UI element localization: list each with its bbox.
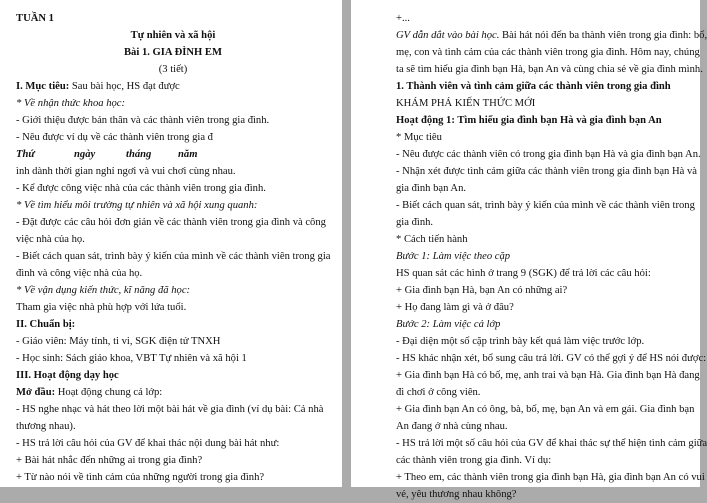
right-line-18: Bước 2: Làm việc cả lớp: [396, 319, 501, 330]
right-line-23: + Gia đình bạn An có ông, bà, bố, mẹ, bạn An và em gái. Gia đình bạn: [396, 404, 695, 415]
right-line-9: - Nhận xét được tình cảm giữa các thành viên trong gia đình bạn Hà và: [396, 166, 697, 177]
objectives-heading: I. Mục tiêu: Sau bài học, HS đạt được: [16, 81, 180, 92]
left-line-20: - HS trả lời câu hỏi của GV để khai thác nội dung bài hát như:: [16, 438, 280, 449]
right-line-0: +...: [396, 13, 410, 24]
left-line-15: - Học sinh: Sách giáo khoa, VBT Tự nhiên và xã hội 1: [16, 353, 247, 364]
right-line-16: + Gia đình bạn Hà, bạn An có những ai?: [396, 285, 568, 296]
left-line-10: đình và công việc nhà của họ.: [16, 268, 143, 279]
lesson-title: Bài 1. GIA ĐÌNH EM: [123, 47, 222, 58]
start-heading: Mở đầu: Hoạt động chung cả lớp:: [16, 387, 163, 398]
left-line-2: - Nêu được ví dụ về các thành viên trong gia đ: [16, 132, 213, 143]
right-line-20: - HS khác nhận xét, bổ sung câu trả lời. GV có thể gợi ý để HS nói được:: [396, 353, 707, 364]
left-line-1: - Giới thiệu được bản thân và các thành viên trong gia đình.: [16, 115, 270, 126]
left-line-13: II. Chuẩn bị:: [16, 319, 76, 330]
left-line-8: việc nhà của họ.: [16, 234, 85, 245]
right-line-19: - Đại diện một số cặp trình bày kết quả làm việc trước lớp.: [396, 336, 645, 347]
right-line-8: - Nêu được các thành viên có trong gia đình bạn Hà và gia đình bạn An.: [396, 149, 701, 160]
left-line-18: - HS nghe nhạc và hát theo lời một bài hát về gia đình (ví dụ bài: Cả nhà: [16, 404, 324, 415]
right-line-1-rest: Bài hát nói đến ba thành viên trong gia đình: bố,: [499, 30, 707, 41]
right-line-14: Bước 1: Làm việc theo cặp: [396, 251, 511, 262]
right-line-17: + Họ đang làm gì và ở đâu?: [396, 302, 514, 313]
right-line-2: mẹ, con và tình cảm của các thành viên trong gia đình. Hôm nay, chúng: [396, 47, 700, 58]
right-line-13: * Cách tiến hành: [396, 234, 468, 245]
left-line-11: * Về vận dụng kiến thức, kĩ năng đã học:: [16, 285, 191, 296]
right-line-6: Hoạt động 1: Tìm hiểu gia đình bạn Hà và gia đình bạn An: [396, 115, 662, 126]
right-line-26: các thành viên trong gia đình. Ví dụ:: [396, 455, 552, 466]
left-page: [0, 0, 342, 487]
right-line-4: 1. Thành viên và tình cảm giữa các thành viên trong gia đình: [396, 81, 671, 92]
right-line-7: * Mục tiêu: [396, 132, 442, 143]
right-page: [351, 0, 707, 500]
left-line-0: * Về nhận thức khoa học:: [16, 98, 126, 109]
subject-title: Tự nhiên và xã hội: [130, 30, 216, 41]
left-line-22: + Từ nào nói về tình cảm của những người trong gia đình?: [16, 472, 265, 483]
right-line-28: vẻ, yêu thương nhau không?: [396, 489, 517, 500]
right-line-27: + Theo em, các thành viên trong gia đình bạn Hà, gia đình bạn An có vui: [396, 472, 705, 483]
right-line-11: - Biết cách quan sát, trình bày ý kiến của mình về các thành viên trong: [396, 200, 695, 211]
left-line-12: Tham gia việc nhà phù hợp với lứa tuổi.: [16, 302, 187, 313]
date-line: Thứ ngày tháng năm: [16, 149, 198, 160]
week-label: TUẦN 1: [16, 13, 54, 24]
left-line-9: - Biết cách quan sát, trình bày ý kiến của mình về các thành viên trong gia: [16, 251, 331, 262]
left-line-6: * Về tìm hiểu môi trường tự nhiên và xã hội xung quanh:: [16, 200, 258, 211]
left-line-4: ình dành thời gian nghỉ ngơi và vui chơi cùng nhau.: [16, 166, 236, 177]
periods: (3 tiết): [158, 64, 188, 75]
right-line-22: đi chơi ở công viên.: [396, 387, 481, 398]
right-line-1-intro: GV dẫn dắt vào bài học.: [396, 30, 500, 41]
left-line-19: thương nhau).: [16, 421, 76, 432]
right-line-10: gia đình bạn An.: [396, 183, 467, 194]
right-line-25: - HS trả lời một số câu hỏi của GV để khai thác sự thể hiện tình cảm giữa: [396, 438, 707, 449]
left-line-7: - Đặt được các câu hỏi đơn giản về các thành viên trong gia đình và công: [16, 217, 326, 228]
left-line-16: III. Hoạt động dạy học: [16, 370, 119, 381]
left-line-21: + Bài hát nhắc đến những ai trong gia đình?: [16, 455, 203, 466]
right-line-12: gia đình.: [396, 217, 434, 228]
left-line-5: - Kể được công việc nhà của các thành viên trong gia đình.: [16, 183, 266, 194]
right-line-21: + Gia đình bạn Hà có bố, mẹ, anh trai và bạn Hà. Gia đình bạn Hà đang: [396, 370, 700, 381]
right-line-24: An đang ở nhà cùng nhau.: [396, 421, 508, 432]
right-line-15: HS quan sát các hình ở trang 9 (SGK) để trả lời các câu hỏi:: [396, 268, 651, 279]
right-line-3: ta sẽ tìm hiểu gia đình bạn Hà, bạn An và cùng chia sẻ về gia đình mình.: [396, 64, 703, 75]
right-line-5: KHÁM PHÁ KIẾN THỨC MỚI: [396, 98, 536, 109]
left-line-14: - Giáo viên: Máy tính, ti vi, SGK điện tử TNXH: [16, 336, 221, 347]
